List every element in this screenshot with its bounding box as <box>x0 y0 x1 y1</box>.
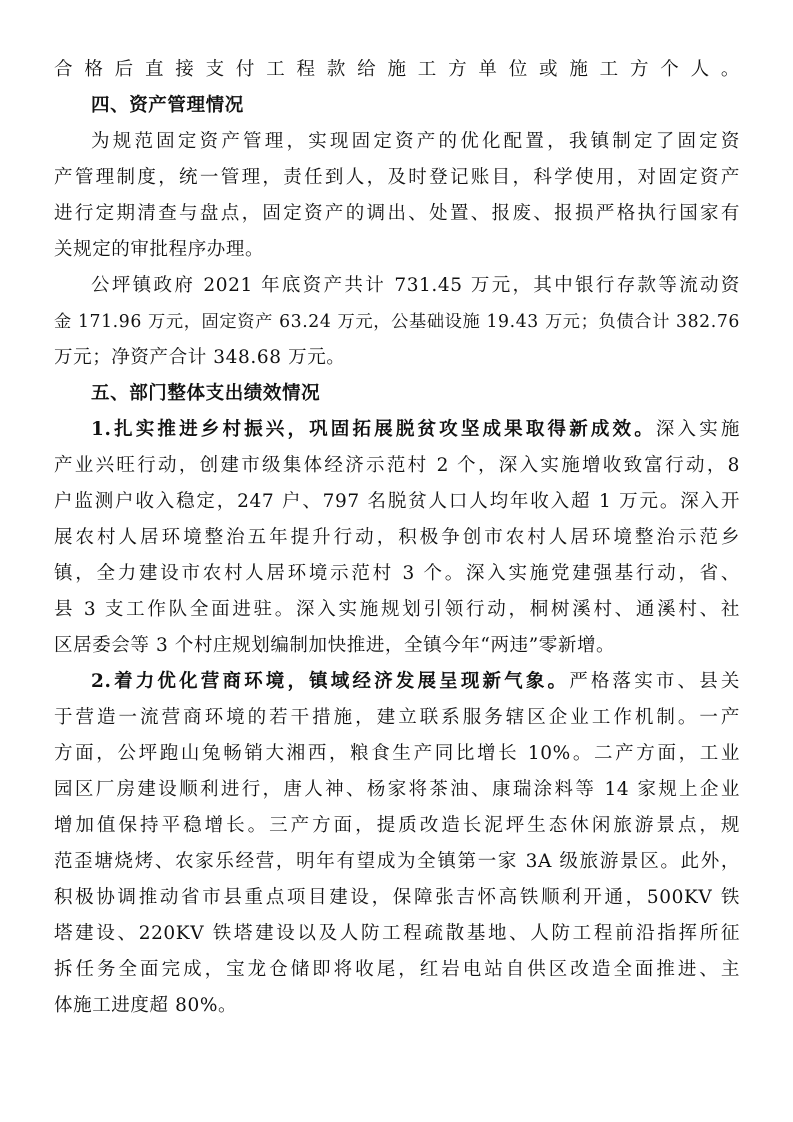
paragraph-line: 园区厂房建设顺利进行，唐人神、杨家将茶油、康瑞涂料等 14 家规上企业 <box>54 779 740 800</box>
section-heading-asset-management: 四、资产管理情况 <box>91 95 244 116</box>
paragraph-line: 于营造一流营商环境的若干措施，建立联系服务辖区企业工作机制。一产 <box>54 707 740 728</box>
paragraph-line: 1.扎实推进乡村振兴，巩固拓展脱贫攻坚成果取得新成效。深入实施 <box>91 419 741 440</box>
paragraph-line: 万元；净资产合计 348.68 万元。 <box>54 347 346 368</box>
document-page <box>54 52 740 1024</box>
paragraph-line: 户监测户收入稳定，247 户、797 名脱贫人口人均年收入超 1 万元。深入开 <box>54 491 740 512</box>
paragraph-line: 产业兴旺行动，创建市级集体经济示范村 2 个，深入实施增收致富行动，8 <box>54 455 740 476</box>
subheading-business-environment: 2.着力优化营商环境，镇域经济发展呈现新气象。 <box>91 671 570 692</box>
paragraph-line: 范歪塘烧烤、农家乐经营，明年有望成为全镇第一家 3A 级旅游景区。此外， <box>54 851 740 872</box>
paragraph-line: 方面，公坪跑山兔畅销大湘西，粮食生产同比增长 10%。二产方面，工业 <box>54 743 740 764</box>
paragraph-line: 关规定的审批程序办理。 <box>54 239 265 260</box>
paragraph-line: 拆任务全面完成，宝龙仓储即将收尾，红岩电站自供区改造全面推进、主 <box>54 959 740 980</box>
paragraph-line: 县 3 支工作队全面进驻。深入实施规划引领行动，桐树溪村、通溪村、社 <box>54 599 740 620</box>
paragraph-line: 塔建设、220KV 铁塔建设以及人防工程疏散基地、人防工程前沿指挥所征 <box>54 923 740 944</box>
paragraph-line: 区居委会等 3 个村庄规划编制加快推进，全镇今年“两违”零新增。 <box>54 635 616 656</box>
paragraph-line: 2.着力优化营商环境，镇域经济发展呈现新气象。严格落实市、县关 <box>91 671 740 692</box>
paragraph-line: 进行定期清查与盘点，固定资产的调出、处置、报废、报损严格执行国家有 <box>54 203 740 224</box>
paragraph-line: 为规范固定资产管理，实现固定资产的优化配置，我镇制定了固定资 <box>91 131 740 152</box>
paragraph-line: 增加值保持平稳增长。三产方面，提质改造长泥坪生态休闲旅游景点，规 <box>54 815 740 836</box>
paragraph-line: 公坪镇政府 2021 年底资产共计 731.45 万元，其中银行存款等流动资 <box>91 275 740 296</box>
paragraph-line: 展农村人居环境整治五年提升行动，积极争创市农村人居环境整治示范乡 <box>54 527 740 548</box>
paragraph-line: 产管理制度，统一管理，责任到人，及时登记账目，科学使用，对固定资产 <box>54 167 740 188</box>
paragraph-line: 积极协调推动省市县重点项目建设，保障张吉怀高铁顺利开通，500KV 铁 <box>54 887 740 908</box>
paragraph-line: 合格后直接支付工程款给施工方单位或施工方个人。 <box>54 59 740 80</box>
paragraph-line: 镇，全力建设市农村人居环境示范村 3 个。深入实施党建强基行动，省、 <box>54 563 740 584</box>
paragraph-line: 体施工进度超 80%。 <box>54 995 238 1016</box>
subheading-rural-revitalization: 1.扎实推进乡村振兴，巩固拓展脱贫攻坚成果取得新成效。 <box>91 419 656 440</box>
paragraph-line: 金 171.96 万元，固定资产 63.24 万元，公基础设施 19.43 万元；负债合计 382.76 <box>54 312 740 332</box>
section-heading-performance: 五、部门整体支出绩效情况 <box>91 383 321 404</box>
